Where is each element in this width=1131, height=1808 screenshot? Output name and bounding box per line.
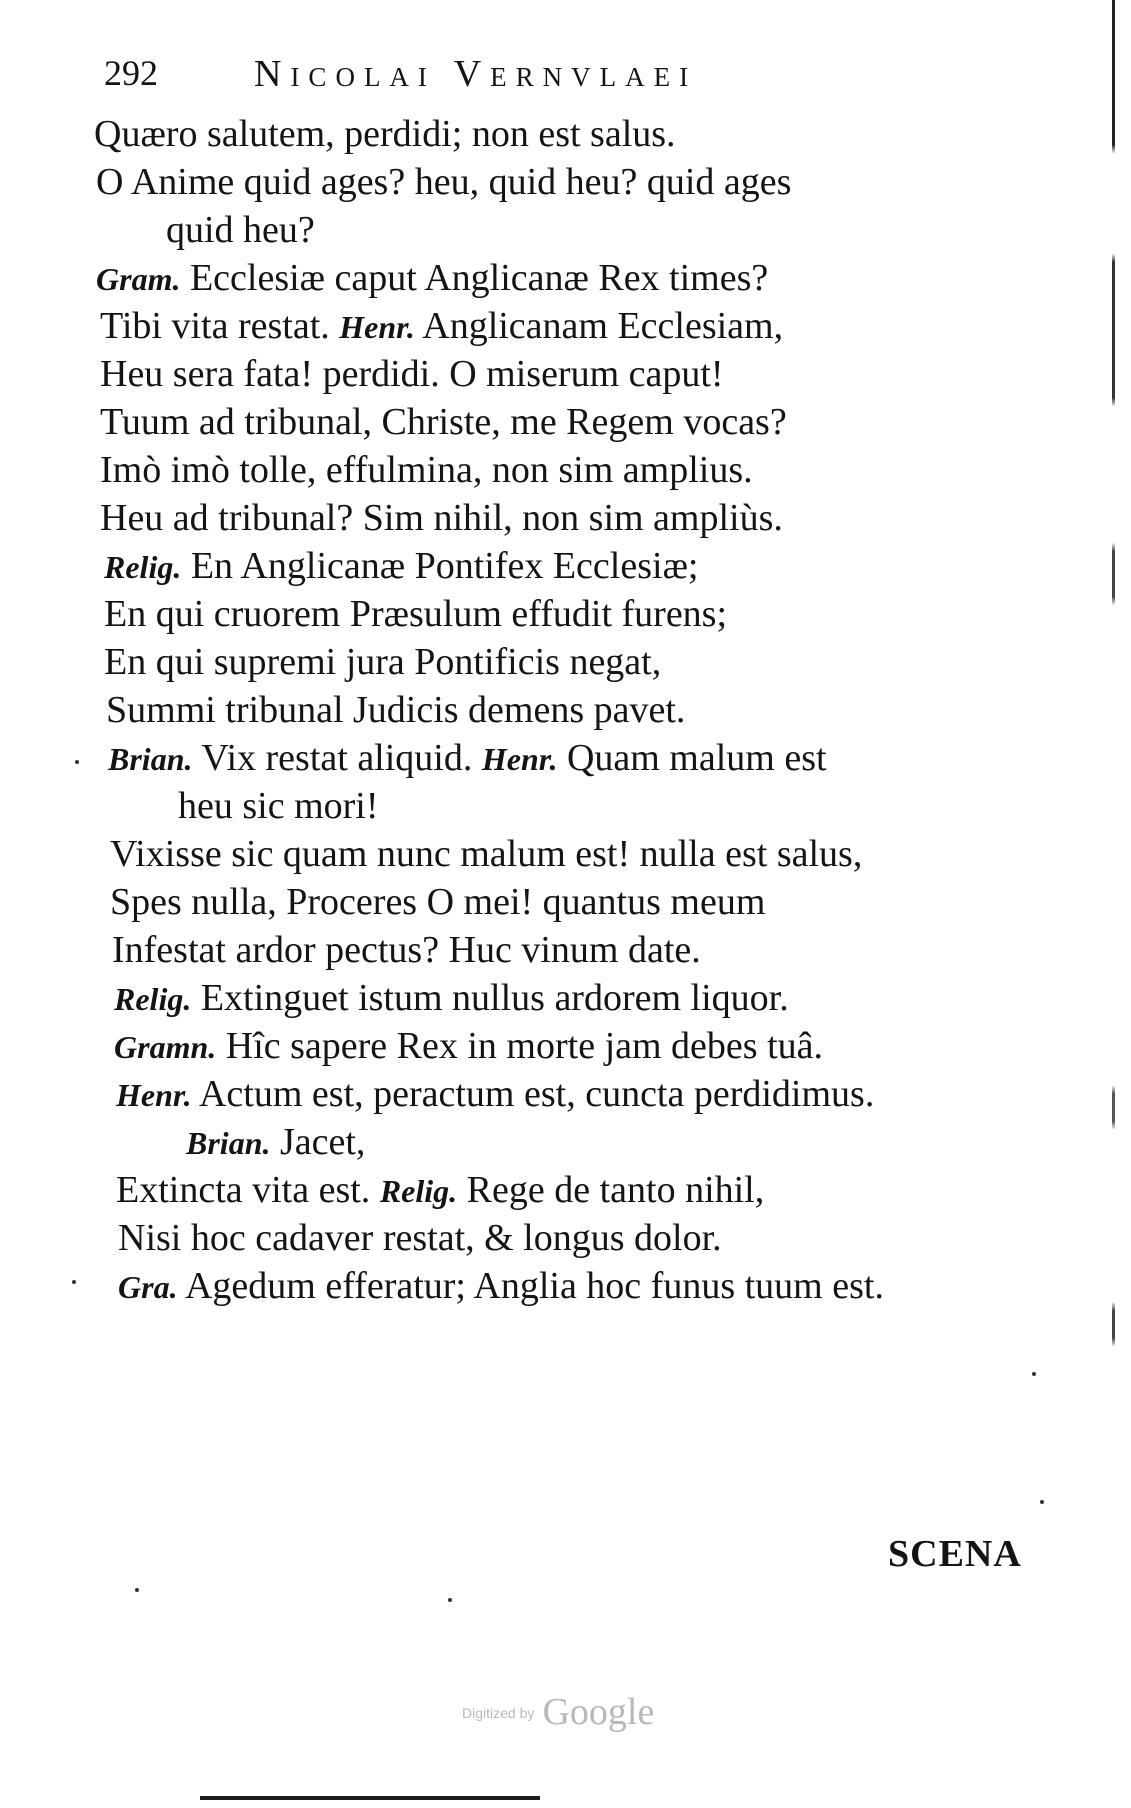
speaker-name: Brian. [108, 741, 193, 777]
speaker-name: Relig. [114, 981, 192, 1017]
verse-line [114, 974, 789, 1022]
line-text: Heu ad tribunal? Sim nihil, non sim ampliùs. [100, 497, 783, 539]
ink-speck [1032, 1372, 1036, 1376]
speaker-name: Gramn. [114, 1029, 217, 1065]
ink-speck [448, 1598, 452, 1602]
verse-line [104, 638, 661, 686]
ink-speck [1040, 1500, 1044, 1504]
verse-line [110, 830, 862, 878]
verse-line [112, 926, 701, 974]
verse-line [100, 302, 783, 350]
line-text: Tuum ad tribunal, Christe, me Regem vocas? [100, 401, 787, 443]
verse-line [100, 446, 753, 494]
verse-line [166, 206, 315, 254]
verse-line [94, 110, 676, 158]
verse-line [96, 254, 768, 302]
watermark-prefix: Digitized by [462, 1705, 535, 1721]
page-header [104, 52, 904, 102]
digitized-watermark [462, 1690, 654, 1734]
verse-line [96, 158, 791, 206]
ink-speck [72, 1280, 76, 1284]
ink-speck [135, 1588, 139, 1592]
speaker-name: Relig. [379, 1173, 458, 1209]
line-text: heu sic mori! [178, 785, 379, 827]
verse-line [100, 494, 783, 542]
line-text: quid heu? [166, 209, 315, 251]
line-text: Nisi hoc cadaver restat, & longus dolor. [118, 1217, 722, 1259]
line-text: En qui supremi jura Pontificis negat, [104, 641, 662, 683]
verse-line [116, 1166, 764, 1214]
verse-line [110, 878, 765, 926]
line-text: En Anglicanæ Pontifex Ecclesiæ; [190, 545, 699, 587]
line-text: Ecclesiæ caput Anglicanæ Rex times? [189, 257, 769, 299]
verse-line [178, 782, 379, 830]
line-text: Extinguet istum nullus ardorem liquor. [200, 977, 789, 1019]
line-text: O Anime quid ages? heu, quid heu? quid ages [96, 161, 792, 203]
verse-line [114, 1022, 823, 1070]
page-edge-rule [1112, 0, 1115, 1808]
speaker-name: Gram. [96, 261, 181, 297]
line-text: Agedum efferatur; Anglia hoc funus tuum est. [184, 1265, 884, 1307]
line-text: Rege de tanto nihil, [466, 1169, 765, 1211]
running-head: Nicolai Vernvlaei [254, 53, 698, 95]
verse-line [108, 734, 827, 782]
line-text: Tibi vita restat. [100, 305, 330, 347]
speaker-name: Gra. [118, 1269, 178, 1305]
bottom-edge-rule [200, 1796, 540, 1800]
verse-line [116, 1070, 874, 1118]
line-text: Vixisse sic quam nunc malum est! nulla est salus, [110, 833, 863, 875]
catchword: SCENA [888, 1533, 1022, 1575]
line-text: Spes nulla, Proceres O mei! quantus meum [110, 881, 766, 923]
speaker-name: Henr. [339, 309, 415, 345]
page-number: 292 [104, 53, 158, 93]
line-text: Heu sera fata! perdidi. O miserum caput! [100, 353, 724, 395]
verse-line [104, 542, 698, 590]
line-text: Imò imò tolle, effulmina, non sim amplius. [100, 449, 753, 491]
line-text: Quæro salutem, perdidi; non est salus. [94, 113, 676, 155]
line-text: Hîc sapere Rex in morte jam debes tuâ. [225, 1025, 823, 1067]
speaker-name: Relig. [104, 549, 182, 585]
line-text: Anglicanam Ecclesiam, [422, 305, 784, 347]
line-text: Extincta vita est. [116, 1169, 371, 1211]
verse-line [100, 350, 724, 398]
line-text: En qui cruorem Præsulum effudit furens; [104, 593, 728, 635]
verse-line [100, 398, 787, 446]
ink-speck [75, 760, 79, 764]
verse-line [106, 686, 685, 734]
line-text: Vix restat aliquid. [201, 737, 473, 779]
speaker-name: Henr. [481, 741, 558, 777]
watermark-brand: Google [542, 1691, 655, 1733]
verse-line [118, 1214, 722, 1262]
line-text: Actum est, peractum est, cuncta perdidimus. [198, 1073, 875, 1115]
verse-line [118, 1262, 884, 1310]
speaker-name: Brian. [186, 1125, 271, 1161]
line-text: Jacet, [279, 1121, 366, 1163]
line-text: Quam malum est [566, 737, 827, 779]
line-text: Infestat ardor pectus? Huc vinum date. [112, 929, 701, 971]
verse-line [104, 590, 727, 638]
speaker-name: Henr. [116, 1077, 192, 1113]
verse-line [186, 1118, 365, 1166]
line-text: Summi tribunal Judicis demens pavet. [106, 689, 686, 731]
